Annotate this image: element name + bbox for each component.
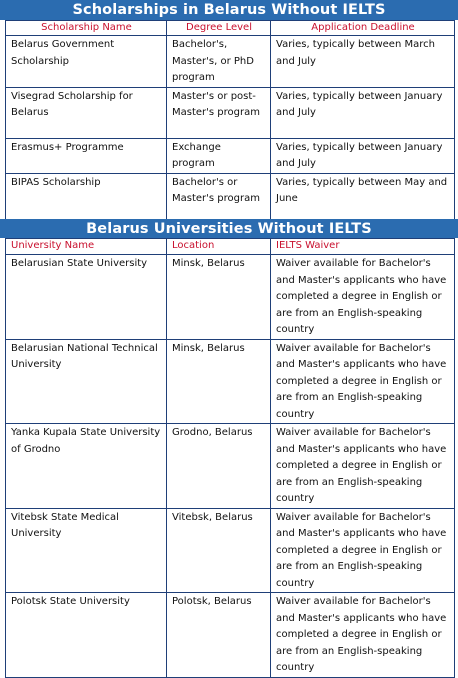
university-name-cell: Belarusian State University (6, 255, 167, 340)
degree-level-cell: Bachelor's, Master's, or PhD program (167, 36, 271, 88)
ielts-waiver-cell: Waiver available for Bachelor's and Master's applicants who have completed a degree in English or are from an English-speaking country (271, 424, 455, 509)
location-cell: Minsk, Belarus (167, 255, 271, 340)
scholarships-table (5, 20, 455, 225)
deadline-cell: Varies, typically between January and July (271, 87, 455, 138)
universities-header-row (6, 239, 455, 255)
header-application-deadline: Application Deadline (271, 21, 455, 36)
header-degree-level: Degree Level (167, 21, 271, 36)
university-name-cell: Belarusian National Technical University (6, 339, 167, 424)
ielts-waiver-cell: Waiver available for Bachelor's and Master's applicants who have completed a degree in English or are from an English-speaking country (271, 593, 455, 678)
table-row (6, 87, 455, 138)
scholarship-name-cell: Belarus Government Scholarship (6, 36, 167, 88)
deadline-cell: Varies, typically between January and July (271, 138, 455, 173)
header-ielts-waiver: IELTS Waiver (271, 239, 455, 255)
location-cell: Minsk, Belarus (167, 339, 271, 424)
deadline-cell: Varies, typically between March and July (271, 36, 455, 88)
ielts-waiver-cell: Waiver available for Bachelor's and Master's applicants who have completed a degree in English or are from an English-speaking country (271, 339, 455, 424)
deadline-cell: Varies, typically between May and June (271, 173, 455, 224)
degree-level-cell: Bachelor's or Master's program (167, 173, 271, 224)
scholarships-header-row (6, 21, 455, 36)
table-row (6, 173, 455, 224)
header-scholarship-name: Scholarship Name (6, 21, 167, 36)
scholarship-name-cell: BIPAS Scholarship (6, 173, 167, 224)
table-row (6, 424, 455, 509)
university-name-cell: Yanka Kupala State University of Grodno (6, 424, 167, 509)
table-row (6, 36, 455, 88)
degree-level-cell: Exchange program (167, 138, 271, 173)
ielts-waiver-cell: Waiver available for Bachelor's and Master's applicants who have completed a degree in English or are from an English-speaking country (271, 508, 455, 593)
scholarship-name-cell: Visegrad Scholarship for Belarus (6, 87, 167, 138)
header-location: Location (167, 239, 271, 255)
location-cell: Grodno, Belarus (167, 424, 271, 509)
table-row (6, 339, 455, 424)
university-name-cell: Polotsk State University (6, 593, 167, 678)
university-name-cell: Vitebsk State Medical University (6, 508, 167, 593)
header-university-name: University Name (6, 239, 167, 255)
table-row (6, 255, 455, 340)
table-row (6, 508, 455, 593)
degree-level-cell: Master's or post-Master's program (167, 87, 271, 138)
table-row (6, 593, 455, 678)
location-cell: Vitebsk, Belarus (167, 508, 271, 593)
universities-title: Belarus Universities Without IELTS (86, 220, 372, 237)
location-cell: Polotsk, Belarus (167, 593, 271, 678)
scholarship-name-cell: Erasmus+ Programme (6, 138, 167, 173)
universities-title-banner (0, 219, 458, 238)
ielts-waiver-cell: Waiver available for Bachelor's and Master's applicants who have completed a degree in English or are from an English-speaking country (271, 255, 455, 340)
scholarships-title-banner (0, 0, 458, 20)
table-row (6, 138, 455, 173)
universities-table (5, 238, 455, 678)
scholarships-title: Scholarships in Belarus Without IELTS (72, 2, 386, 18)
